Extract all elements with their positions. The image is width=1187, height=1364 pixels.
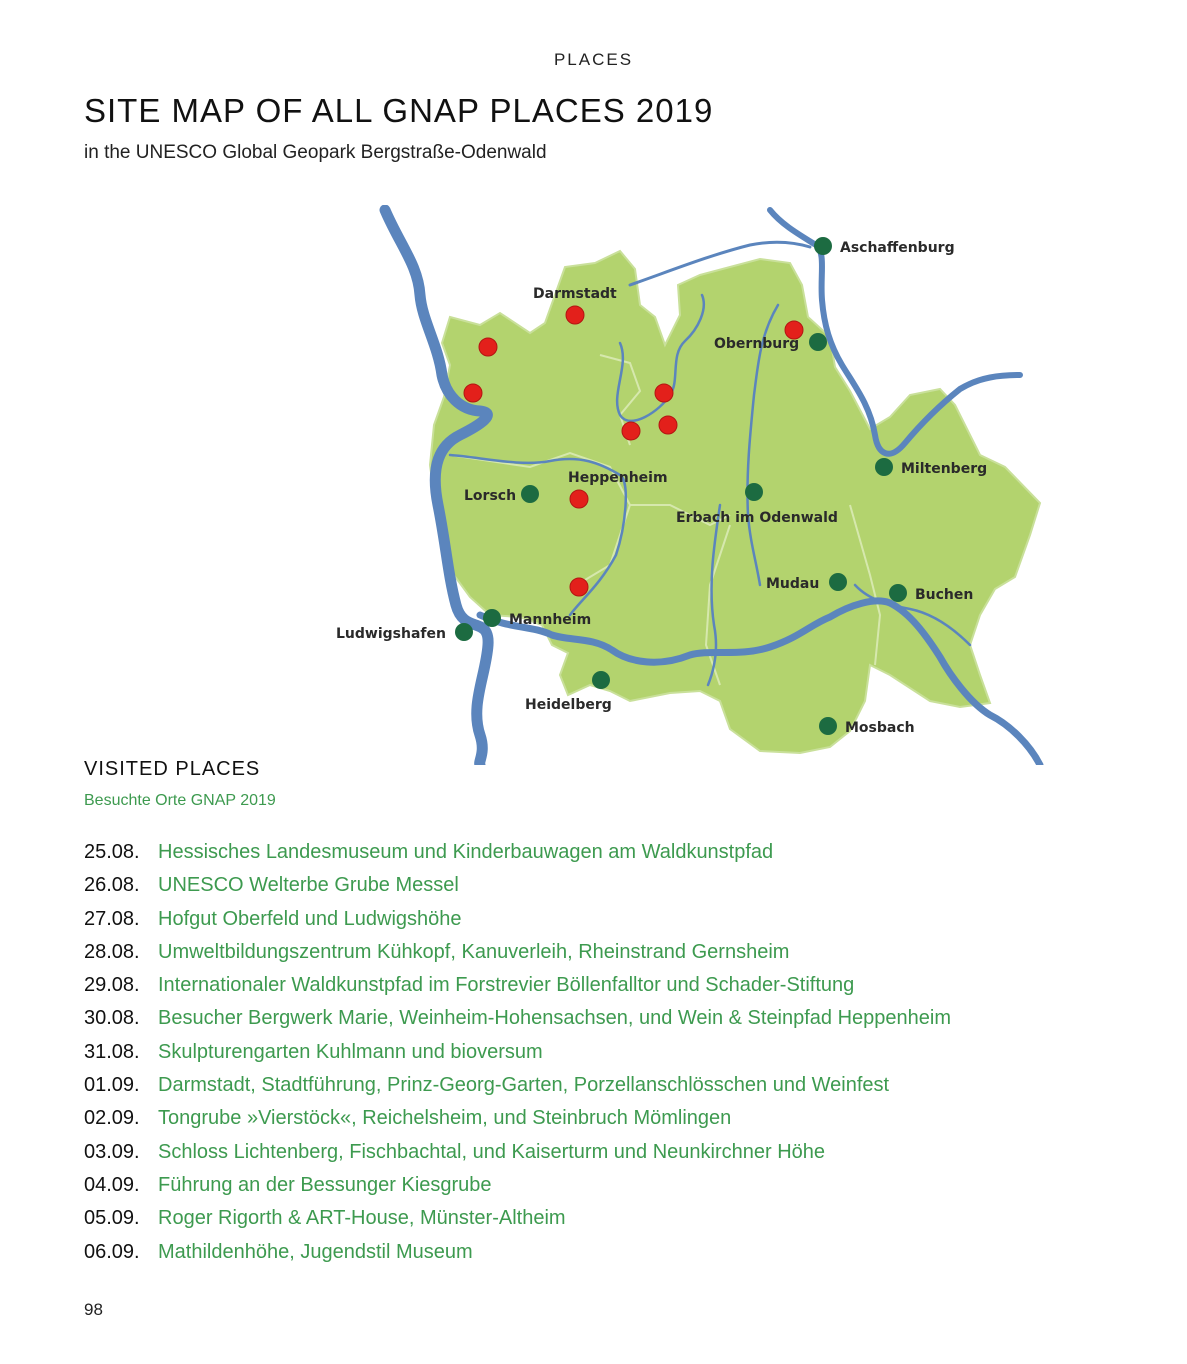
- visited-place-marker: [655, 384, 673, 402]
- list-item: [84, 869, 951, 902]
- visited-place-marker: [622, 422, 640, 440]
- visit-date: 06.09.: [84, 1240, 140, 1263]
- visit-date: 25.08.: [84, 841, 140, 863]
- map-label-heppenheim: Heppenheim: [568, 470, 668, 486]
- visited-place-marker: [464, 384, 482, 402]
- section-label: PLACES: [553, 50, 634, 69]
- page-subtitle: in the UNESCO Global Geopark Bergstraße-Odenwald: [84, 142, 547, 163]
- visit-description: Skulpturengarten Kuhlmann und bioversum: [158, 1040, 543, 1063]
- visit-date: 04.09.: [84, 1173, 140, 1196]
- visit-description: Besucher Bergwerk Marie, Weinheim-Hohensachsen, und Wein & Steinpfad Heppenheim: [158, 1007, 952, 1030]
- visit-description: Schloss Lichtenberg, Fischbachtal, und Kaiserturm und Neunkirchner Höhe: [158, 1140, 826, 1163]
- visited-place-marker: [479, 338, 497, 356]
- map-label-mannheim: Mannheim: [509, 612, 592, 628]
- visit-description: Internationaler Waldkunstpfad im Forstrevier Böllenfalltor und Schader-Stiftung: [158, 974, 855, 997]
- visit-date: 03.09.: [84, 1140, 140, 1163]
- city-marker-lorsch: [521, 485, 539, 503]
- map-label-erbach: Erbach im Odenwald: [676, 510, 838, 526]
- visit-description: Tongrube »Vierstöck«, Reichelsheim, und Steinbruch Mömlingen: [158, 1107, 732, 1130]
- map-label-miltenberg: Miltenberg: [901, 461, 988, 477]
- city-marker-mudau: [829, 573, 847, 591]
- visited-place-marker: [570, 490, 588, 508]
- city-marker-obernburg: [809, 333, 827, 351]
- visit-description: UNESCO Welterbe Grube Messel: [158, 874, 459, 897]
- visited-place-marker: [659, 416, 677, 434]
- list-item: [84, 1169, 951, 1202]
- map-label-mudau: Mudau: [766, 576, 820, 592]
- visit-date: 31.08.: [84, 1040, 140, 1063]
- visited-place-marker: [566, 306, 584, 324]
- visit-description: Hessisches Landesmuseum und Kinderbauwagen am Waldkunstpfad: [158, 841, 774, 863]
- map-label-aschaffenburg: Aschaffenburg: [840, 240, 955, 256]
- page-title: SITE MAP OF ALL GNAP PLACES 2019: [84, 92, 714, 129]
- page-number: 98: [84, 1300, 103, 1319]
- visit-date: 28.08.: [84, 940, 140, 963]
- visit-description: Hofgut Oberfeld und Ludwigshöhe: [158, 907, 462, 930]
- visit-description: Umweltbildungszentrum Kühkopf, Kanuverleih, Rheinstrand Gernsheim: [158, 940, 790, 963]
- city-marker-miltenberg: [875, 458, 893, 476]
- site-map: [330, 205, 1050, 765]
- list-item: [84, 1069, 951, 1102]
- city-marker-ludwigshafen: [455, 623, 473, 641]
- visit-description: Roger Rigorth & ART-House, Münster-Altheim: [158, 1207, 566, 1230]
- visit-date: 27.08.: [84, 907, 140, 930]
- visit-date: 26.08.: [84, 874, 140, 897]
- map-label-mosbach: Mosbach: [845, 720, 915, 736]
- list-item: [84, 1036, 951, 1069]
- map-label-heidelberg: Heidelberg: [525, 697, 612, 713]
- list-item: [84, 903, 951, 936]
- geopark-area: [430, 251, 1040, 753]
- list-item: [84, 1002, 951, 1035]
- list-item: [84, 1236, 951, 1269]
- list-item: [84, 1136, 951, 1169]
- city-marker-buchen: [889, 584, 907, 602]
- visit-description: Darmstadt, Stadtführung, Prinz-Georg-Garten, Porzellanschlösschen und Weinfest: [158, 1074, 890, 1097]
- list-item: [84, 936, 951, 969]
- map-label-lorsch: Lorsch: [464, 488, 517, 504]
- list-item: [84, 969, 951, 1002]
- visited-subheading: Besuchte Orte GNAP 2019: [84, 792, 276, 809]
- visit-date: 29.08.: [84, 974, 140, 997]
- city-marker-aschaffenburg: [814, 237, 832, 255]
- visit-date: 05.09.: [84, 1207, 140, 1230]
- visited-heading: VISITED PLACES: [84, 758, 261, 780]
- visit-date: 01.09.: [84, 1074, 140, 1097]
- visit-description: Mathildenhöhe, Jugendstil Museum: [158, 1240, 473, 1263]
- map-label-ludwigshafen: Ludwigshafen: [336, 626, 446, 642]
- city-marker-mosbach: [819, 717, 837, 735]
- map-label-obernburg: Obernburg: [714, 336, 800, 352]
- city-marker-mannheim: [483, 609, 501, 627]
- visited-list: [84, 836, 951, 1269]
- list-item: [84, 1102, 951, 1135]
- visited-place-marker: [570, 578, 588, 596]
- map-label-buchen: Buchen: [915, 587, 974, 603]
- map-label-darmstadt: Darmstadt: [533, 286, 617, 302]
- city-marker-erbach: [745, 483, 763, 501]
- visit-date: 30.08.: [84, 1007, 140, 1030]
- list-item: [84, 1202, 951, 1235]
- visit-date: 02.09.: [84, 1107, 140, 1130]
- visit-description: Führung an der Bessunger Kiesgrube: [158, 1173, 492, 1196]
- list-item: [84, 836, 951, 869]
- city-marker-heidelberg: [592, 671, 610, 689]
